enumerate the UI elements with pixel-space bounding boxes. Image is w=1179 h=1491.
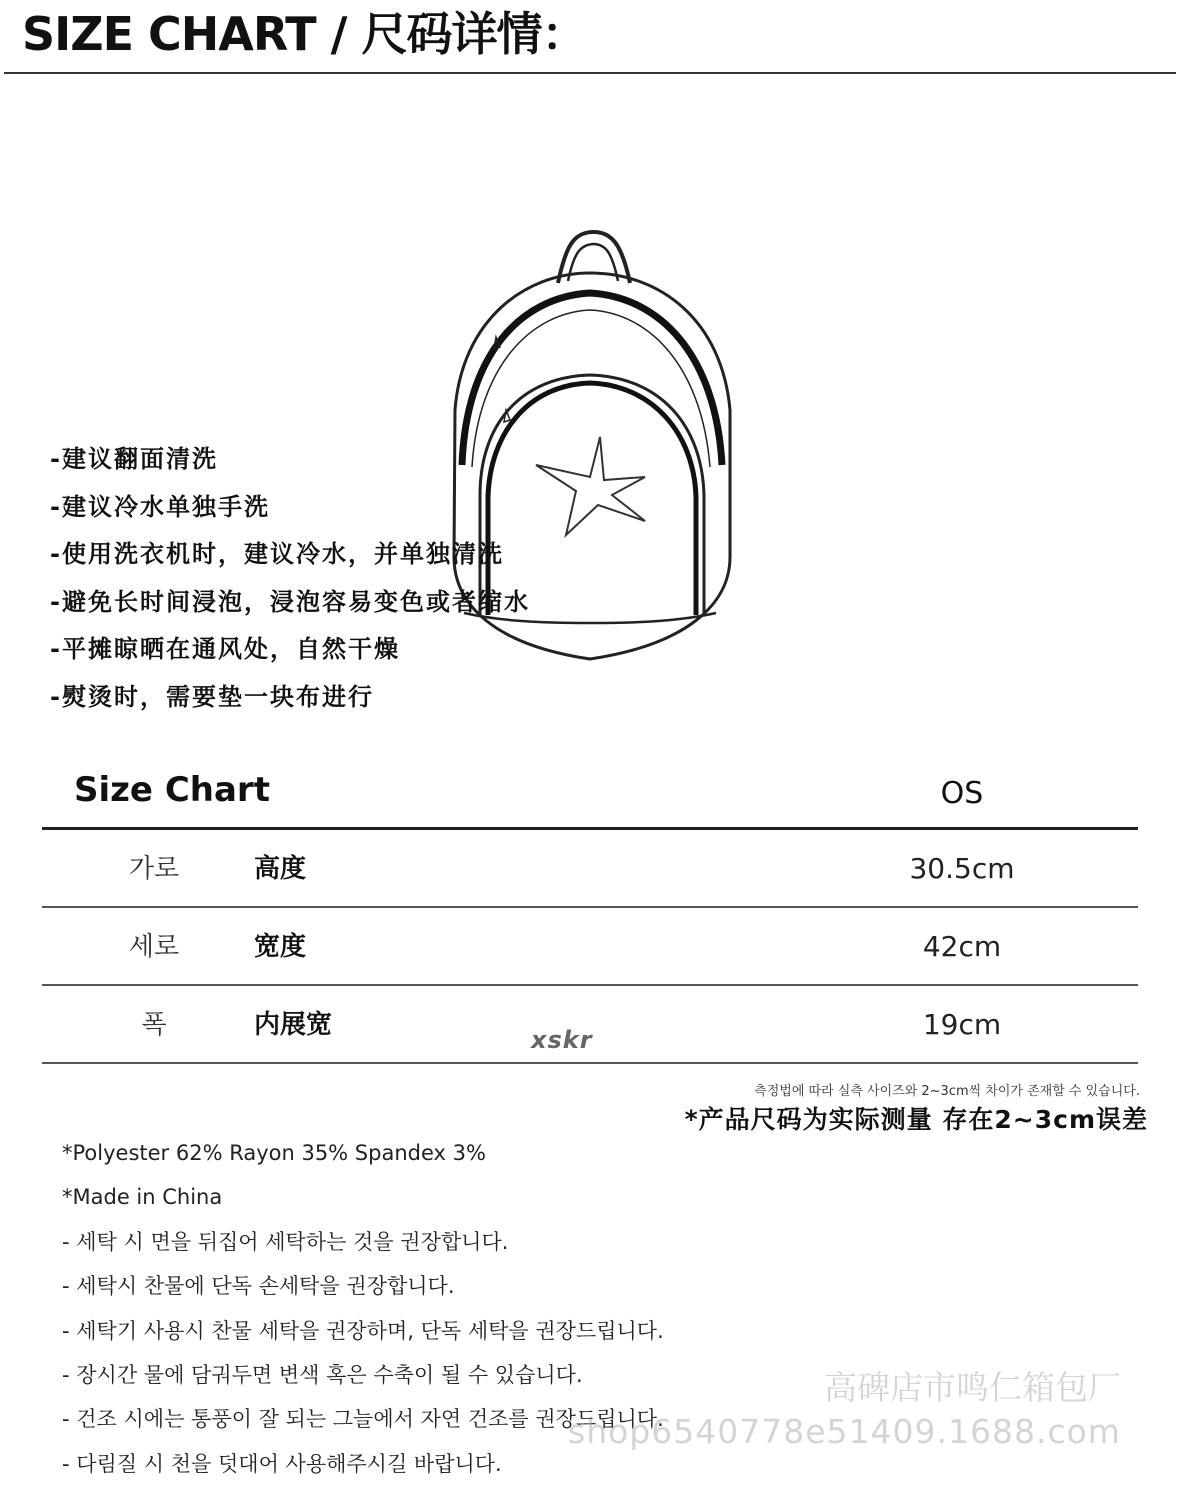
care-item: -使用洗衣机时，建议冷水，并单独清洗 bbox=[50, 540, 504, 568]
size-chart-title: Size Chart bbox=[74, 770, 270, 810]
care-item-kr: - 다림질 시 천을 덧대어 사용해주시길 바랍니다. bbox=[62, 1451, 502, 1476]
row-value: 42cm bbox=[922, 930, 1002, 963]
row-label-kr: 가로 bbox=[128, 854, 180, 884]
page-title: SIZE CHART / 尺码详情： bbox=[22, 7, 587, 61]
care-instructions-cn bbox=[50, 440, 530, 725]
material-item: *Polyester 62% Rayon 35% Spandex 3% bbox=[62, 1141, 486, 1165]
care-item: -熨烫时，需要垫一块布进行 bbox=[50, 682, 374, 711]
material-item: *Made in China bbox=[62, 1185, 223, 1210]
row-label-cn: 内展宽 bbox=[254, 1010, 333, 1040]
header-divider bbox=[4, 72, 1176, 74]
care-item: -建议冷水单独手洗 bbox=[50, 492, 270, 521]
row-label-cn: 高度 bbox=[254, 854, 307, 884]
care-item-kr: - 장시간 물에 담궈두면 변색 혹은 수축이 될 수 있습니다. bbox=[62, 1362, 583, 1387]
table-row bbox=[42, 830, 1138, 908]
row-label-kr: 폭 bbox=[141, 1010, 167, 1040]
brand-watermark: xskr bbox=[531, 1026, 593, 1054]
row-label-kr: 세로 bbox=[128, 932, 180, 962]
row-label-cn: 宽度 bbox=[254, 932, 307, 962]
care-item-kr: - 세탁 시 면을 뒤집어 세탁하는 것을 권장합니다. bbox=[62, 1229, 509, 1254]
care-item-kr: - 세탁시 찬물에 단독 손세탁을 권장합니다. bbox=[62, 1274, 455, 1299]
measurement-note-kr: 측정법에 따라 실측 사이즈와 2~3cm씩 차이가 존재할 수 있습니다. bbox=[754, 1084, 1140, 1099]
row-value: 19cm bbox=[922, 1008, 1002, 1041]
store-url-watermark: shop6540778e51409.1688.com bbox=[568, 1412, 1121, 1451]
care-item: -建议翻面清洗 bbox=[50, 445, 218, 473]
measurement-note-cn: *产品尺码为实际测量 存在2~3cm误差 bbox=[684, 1105, 1148, 1134]
care-item-kr: - 건조 시에는 통풍이 잘 되는 그늘에서 자연 건조를 권장드립니다. bbox=[62, 1407, 664, 1432]
care-item-kr: - 세탁기 사용시 찬물 세탁을 권장하며, 단독 세탁을 권장드립니다. bbox=[62, 1318, 664, 1343]
size-column-header: OS bbox=[940, 776, 984, 811]
care-item: -避免长时间浸泡，浸泡容易变色或者缩水 bbox=[50, 587, 530, 616]
row-divider bbox=[42, 1062, 1138, 1064]
row-value: 30.5cm bbox=[909, 852, 1015, 885]
store-name-watermark: 高碑店市鸣仁箱包厂 bbox=[824, 1368, 1121, 1407]
care-item: -平摊晾晒在通风处，自然干燥 bbox=[50, 635, 400, 663]
table-row bbox=[42, 908, 1138, 986]
